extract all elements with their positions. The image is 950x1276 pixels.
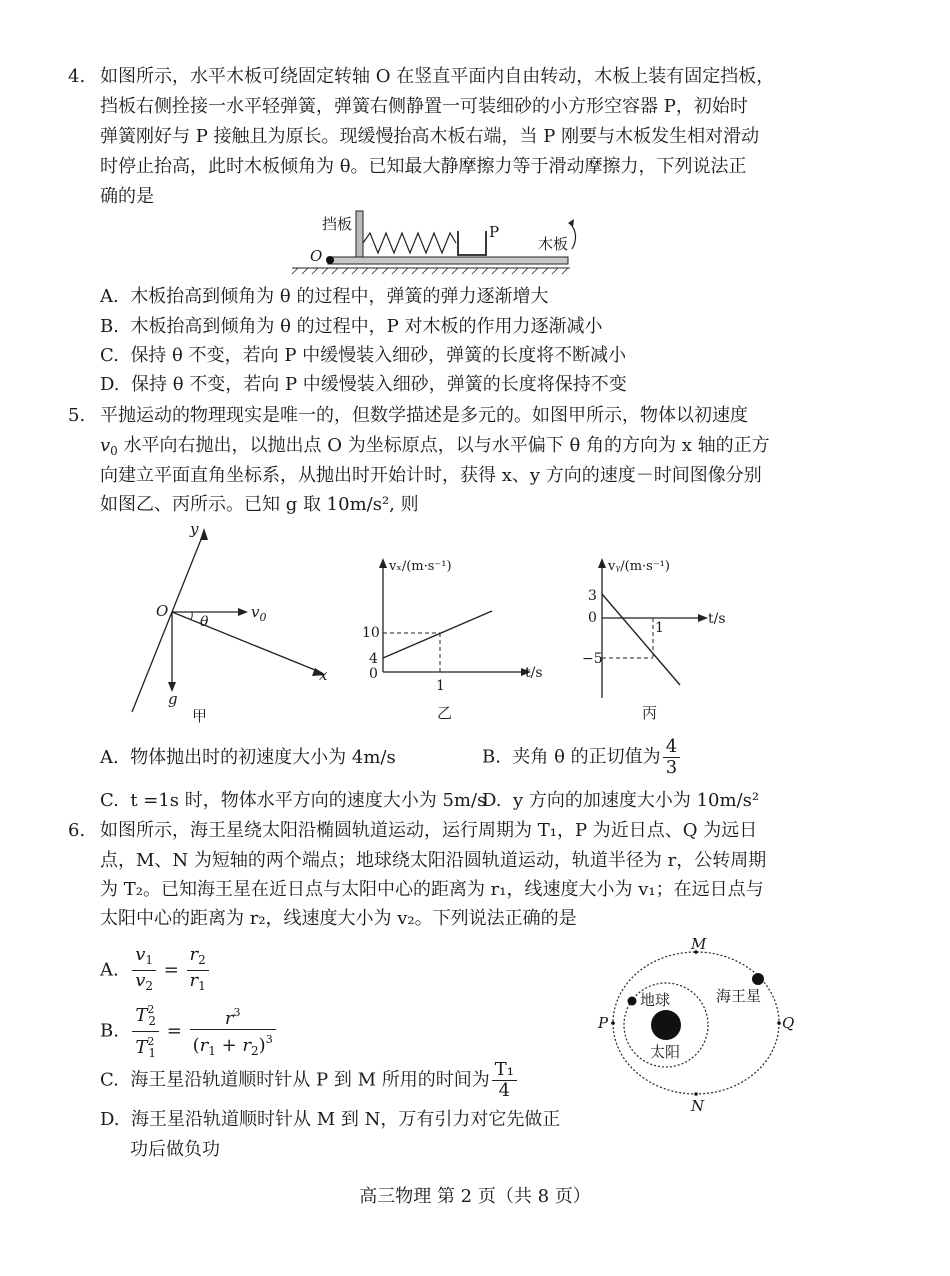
fig-bing-ylabel: vᵧ/(m·s⁻¹) (608, 559, 670, 574)
q5-option-a-text: 物体抛出时的初速度大小为 4m/s (130, 747, 396, 768)
q6-option-c-fraction (492, 1060, 517, 1101)
q6-b-rhs: $\frac{r^3}{(r_1 + r_2)^3}$ (190, 1003, 276, 1061)
q6-option-c-frac-num: T₁ (492, 1060, 517, 1081)
fig-jia-x: x (319, 666, 328, 684)
q6-option-d-cont: 功后做负功 (130, 1139, 220, 1160)
q5-v0-sub: 0 (110, 444, 118, 458)
fig-jia-caption: 甲 (192, 707, 208, 723)
q4-line-4: 时停止抬高，此时木板倾角为 θ。已知最大静摩擦力等于滑动摩擦力，下列说法正 (100, 156, 747, 177)
orbit-P: P (598, 1014, 609, 1032)
q5-option-b-label: B. (482, 746, 501, 768)
q6-line-1: 如图所示，海王星绕太阳沿椭圆轨道运动，运行周期为 T₁，P 为近日点、Q 为远日 (100, 820, 758, 841)
q6-line-4: 太阳中心的距离为 r₂，线速度大小为 v₂。下列说法正确的是 (100, 908, 577, 929)
q6-option-c-frac-den: 4 (498, 1080, 511, 1101)
q6-line-2: 点，M、N 为短轴的两个端点；地球绕太阳沿圆轨道运动，轨道半径为 r，公转周期 (100, 850, 767, 871)
q6-option-a-label: A. (100, 959, 119, 981)
orbit-sun: 太阳 (650, 1043, 681, 1061)
fig-bing-ytick-3: 3 (588, 588, 597, 604)
q4-option-d (100, 372, 627, 398)
orbit-Q: Q (782, 1014, 795, 1032)
orbit-earth: 地球 (640, 991, 671, 1009)
fig-bing-xlabel: t/s (708, 611, 726, 627)
q5-fig-yi (355, 552, 555, 727)
q4-option-d-label: D. (100, 374, 120, 395)
board-label: 木板 (538, 235, 569, 253)
q4-option-b (100, 314, 603, 340)
q6-option-c-text: 海王星沿轨道顺时针从 P 到 M 所用的时间为 (130, 1069, 490, 1091)
q6-option-d-label: D. (100, 1109, 120, 1130)
q6-option-d-text: 海王星沿轨道顺时针从 M 到 N，万有引力对它先做正 (130, 1109, 561, 1130)
fig-bing-series (602, 594, 680, 685)
q5-line-3: 向建立平面直角坐标系，从抛出时开始计时，获得 x、y 方向的速度－时间图像分别 (100, 465, 762, 486)
q5-number: 5. (68, 405, 86, 426)
q5-option-b-text: 夹角 θ 的正切值为 (512, 746, 661, 768)
q5-line-2 (100, 433, 770, 464)
q6-b-lhs: $\frac{T^2_2}{T^2_1}$ (132, 1000, 159, 1063)
q6-option-c (100, 1060, 519, 1101)
q4-option-a-label: A. (100, 286, 119, 307)
orbit-M: M (691, 935, 707, 953)
q5-option-d-text: y 方向的加速度大小为 10m/s² (512, 790, 760, 811)
fig-yi-series (383, 611, 492, 658)
q4-option-d-text: 保持 θ 不变，若向 P 中缓慢装入细砂，弹簧的长度将保持不变 (130, 374, 627, 395)
q5-fig-bing (582, 552, 742, 727)
q4-line-5: 确的是 (100, 186, 154, 207)
fig-yi-ytick-0: 0 (369, 666, 378, 682)
q5-option-a-label: A. (100, 747, 119, 768)
q5-option-b-frac-num: 4 (663, 737, 680, 758)
q6-line-3: 为 T₂。已知海王星在近日点与太阳中心的距离为 r₁，线速度大小为 v₁；在远日点与 (100, 879, 764, 900)
q6-option-a: A. $\frac{v_1}{v_2}$ = $\frac{r_2}{r_1}$ (100, 945, 211, 996)
fig-yi-ylabel: vₓ/(m·s⁻¹) (389, 559, 452, 574)
q5-line-1: 平抛运动的物理现实是唯一的，但数学描述是多元的。如图甲所示，物体以初速度 (100, 405, 748, 426)
q4-option-c (100, 343, 626, 369)
fig-bing-xtick-1: 1 (655, 620, 664, 636)
q5-option-b (482, 737, 682, 778)
q5-line-4: 如图乙、丙所示。已知 g 取 10m/s², 则 (100, 494, 419, 515)
fig-jia-g: g (168, 690, 178, 708)
q5-option-a (100, 745, 396, 771)
q4-option-c-text: 保持 θ 不变，若向 P 中缓慢装入细砂，弹簧的长度将不断减小 (130, 345, 627, 366)
baffle-label: 挡板 (322, 215, 353, 233)
q6-a-lhs: $\frac{v_1}{v_2}$ (132, 945, 156, 996)
q5-option-d-label: D. (482, 790, 502, 811)
q6-option-d (100, 1107, 560, 1133)
orbit-neptune: 海王星 (716, 987, 762, 1005)
q6-number: 6. (68, 820, 86, 841)
q4-option-a (100, 284, 548, 310)
q6-option-b-label: B. (100, 1020, 119, 1042)
fig-yi-xlabel: t/s (525, 665, 543, 681)
q5-option-c-label: C. (100, 790, 119, 811)
q4-option-b-text: 木板抬高到倾角为 θ 的过程中，P 对木板的作用力逐渐减小 (130, 316, 603, 337)
q5-option-c-text: t =1s 时，物体水平方向的速度大小为 5m/s (130, 790, 487, 811)
q5-line-2-text: 水平向右抛出，以抛出点 O 为坐标原点，以与水平偏下 θ 角的方向为 x 轴的正方 (123, 435, 770, 456)
fig-jia-y: y (190, 520, 199, 538)
fig-yi-caption: 乙 (437, 704, 453, 722)
orbit-N: N (691, 1097, 705, 1115)
fig-jia-v0: $v_0$ (251, 603, 267, 624)
fig-bing-ytick-neg5: −5 (582, 651, 603, 667)
fig-yi-ytick-4: 4 (369, 651, 378, 667)
container-label: P (489, 223, 500, 241)
q4-line-3: 弹簧刚好与 P 接触且为原长。现缓慢抬高木板右端，当 P 刚要与木板发生相对滑动 (100, 126, 760, 147)
q4-line-1: 如图所示，水平木板可绕固定转轴 O 在竖直平面内自由转动，木板上装有固定挡板， (100, 66, 775, 87)
fig-bing-caption: 丙 (642, 704, 658, 722)
fig-bing-ytick-0: 0 (588, 610, 597, 626)
fig-jia-theta: θ (200, 614, 209, 630)
q4-board-figure (288, 205, 588, 275)
fig-yi-ytick-10: 10 (362, 625, 380, 641)
q4-option-a-text: 木板抬高到倾角为 θ 的过程中，弹簧的弹力逐渐增大 (130, 286, 549, 307)
q6-option-c-label: C. (100, 1069, 119, 1091)
pivot-label: O (310, 247, 323, 265)
fig-jia-origin: O (156, 602, 169, 620)
q5-option-d (482, 788, 759, 814)
q5-fig-jia (120, 518, 340, 723)
q5-v0: v (100, 435, 111, 456)
fig-yi-xtick-1: 1 (436, 678, 445, 694)
q5-option-b-frac-den: 3 (665, 757, 678, 778)
q6-a-rhs: $\frac{r_2}{r_1}$ (187, 945, 209, 996)
q6-option-b: B. $\frac{T^2_2}{T^2_1}$ = $\frac{r^3}{(r_1 + r_2)^3}$ (100, 1000, 278, 1063)
q4-option-b-label: B. (100, 316, 119, 337)
q6-orbit-figure (592, 935, 802, 1115)
q4-option-c-label: C. (100, 345, 119, 366)
page-footer: 高三物理 第 2 页（共 8 页） (359, 1186, 591, 1207)
q5-option-c (100, 788, 486, 814)
q5-option-b-fraction (663, 737, 680, 778)
q4-line-2: 挡板右侧拴接一水平轻弹簧，弹簧右侧静置一可装细砂的小方形空容器 P，初始时 (100, 96, 748, 117)
q4-number: 4. (68, 66, 86, 87)
